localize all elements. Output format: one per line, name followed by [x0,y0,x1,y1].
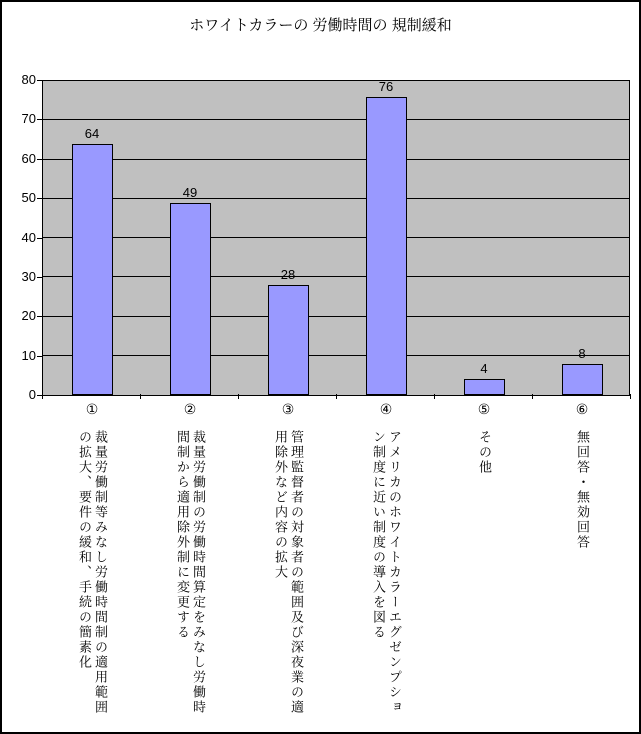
x-axis-tick [238,394,239,399]
x-axis-category-number: ② [183,401,197,417]
x-axis-category-label: 裁量労働制等みなし労働時間制の適用範囲の拡大、要件の緩和、手続の簡素化 [77,430,108,715]
x-axis-tick [434,394,435,399]
y-axis-tick-label: 80 [21,72,36,87]
x-axis-tick [532,394,533,399]
y-axis-tick-label: 10 [21,348,36,363]
bar [268,285,309,395]
x-axis-category-number: ⑤ [477,401,491,417]
y-axis-tick-label: 40 [21,230,36,245]
bar [170,203,211,395]
bar [72,144,113,395]
gridline [43,355,629,356]
y-axis-tick [37,356,42,357]
x-axis-category-label: アメリカのホワイトカラーエグゼンプション制度に近い制度の導入を図る [371,430,402,715]
y-axis-tick [37,238,42,239]
y-axis-tick-label: 70 [21,111,36,126]
x-axis-category-number: ④ [379,401,393,417]
x-axis-category-label: 管理監督者の対象者の範囲及び深夜業の適用除外など内容の拡大 [273,430,304,715]
y-axis-tick [37,277,42,278]
y-axis-tick-label: 50 [21,190,36,205]
bar-value-label: 76 [378,79,394,94]
x-axis-tick [336,394,337,399]
y-axis-tick-label: 60 [21,151,36,166]
bar [562,364,603,395]
bar-value-label: 8 [578,346,586,361]
gridline [43,316,629,317]
gridline [43,198,629,199]
x-axis-category-label: 無回答・無効回答 [575,430,590,550]
bar-value-label: 64 [84,126,100,141]
y-axis-tick [37,80,42,81]
y-axis-tick [37,316,42,317]
y-axis-tick-label: 30 [21,269,36,284]
bar-value-label: 49 [182,185,198,200]
gridline [43,276,629,277]
x-axis-tick [42,394,43,399]
y-axis-tick-label: 0 [28,387,36,402]
chart-title: ホワイトカラーの 労働時間の 規制緩和 [189,17,452,34]
bar-value-label: 4 [480,361,488,376]
x-axis-tick [630,394,631,399]
bar-value-label: 28 [280,267,296,282]
x-axis-category-number: ① [85,401,99,417]
bar [464,379,505,395]
gridline [43,237,629,238]
x-axis-category-label: その他 [477,430,492,475]
y-axis-tick-label: 20 [21,308,36,323]
y-axis-tick [37,198,42,199]
x-axis-category-number: ③ [281,401,295,417]
x-axis-category-label: 裁量労働制の労働時間算定をみなし労働時間制から適用除外制に変更する [175,430,206,715]
y-axis-tick [37,119,42,120]
gridline [43,159,629,160]
gridline [43,119,629,120]
plot-area [42,80,630,396]
x-axis-category-number: ⑥ [575,401,589,417]
bar [366,97,407,395]
y-axis-tick [37,159,42,160]
x-axis-tick [140,394,141,399]
